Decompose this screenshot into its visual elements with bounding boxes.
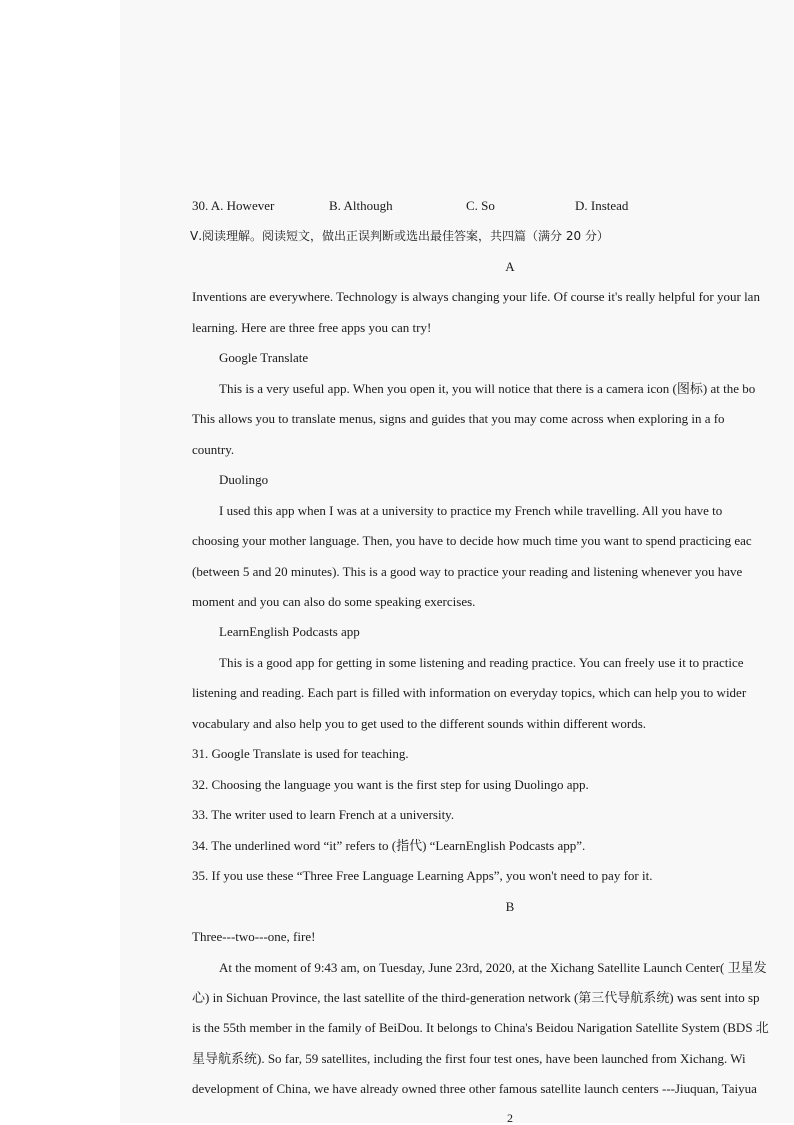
passage-a-line: This allows you to translate menus, signs and guides that you may come across when exploring in a fo — [192, 411, 725, 426]
statement-32: 32. Choosing the language you want is the first step for using Duolingo app. — [192, 777, 589, 792]
passage-a-line: This is a good app for getting in some listening and reading practice. You can freely use it to practice — [219, 655, 744, 670]
passage-a-label: A — [505, 259, 515, 274]
passage-a-line: learning. Here are three free apps you can try! — [192, 320, 432, 335]
q30-option-c: C. So — [466, 198, 495, 213]
passage-b-label: B — [505, 899, 515, 914]
scanned-page-area — [120, 0, 794, 1123]
q30-option-d: D. Instead — [575, 198, 629, 213]
passage-a-line: I used this app when I was at a university to practice my French while travelling. All you have to — [219, 503, 723, 518]
passage-b-line: 星导航系统). So far, 59 satellites, including the first four test ones, have been launched from Xichang. Wi — [192, 1051, 746, 1066]
passage-a-line: moment and you can also do some speaking exercises. — [192, 594, 476, 609]
passage-a-line: choosing your mother language. Then, you have to decide how much time you want to spend practicing eac — [192, 533, 752, 548]
statement-34: 34. The underlined word “it” refers to (指代) “LearnEnglish Podcasts app”. — [192, 838, 586, 853]
passage-a-line: Inventions are everywhere. Technology is always changing your life. Of course it's really helpful for your lan — [192, 289, 760, 304]
q30-option-b: B. Although — [329, 198, 393, 213]
passage-a-line: This is a very useful app. When you open it, you will notice that there is a camera icon (图标) at the bo — [219, 381, 756, 396]
statement-35: 35. If you use these “Three Free Language Learning Apps”, you won't need to pay for it. — [192, 868, 653, 883]
app-heading-google-translate: Google Translate — [219, 350, 309, 365]
statement-33: 33. The writer used to learn French at a university. — [192, 807, 455, 822]
passage-b-line: development of China, we have already owned three other famous satellite launch centers ---Jiuquan, Taiyua — [192, 1081, 757, 1096]
passage-a-line: (between 5 and 20 minutes). This is a good way to practice your reading and listening whenever you have — [192, 564, 743, 579]
passage-a-line: country. — [192, 442, 235, 457]
app-heading-learnenglish-podcasts: LearnEnglish Podcasts app — [219, 624, 360, 639]
passage-a-line: listening and reading. Each part is filled with information on everyday topics, which can help you to wider — [192, 685, 747, 700]
passage-b-line: 心) in Sichuan Province, the last satellite of the third-generation network (第三代导航系统) was sent into sp — [192, 990, 760, 1005]
passage-b-line: is the 55th member in the family of BeiDou. It belongs to China's Beidou Narigation Satellite System (BDS 北 — [192, 1020, 769, 1035]
q30-option-a: 30. A. However — [192, 198, 275, 213]
page-number: 2 — [507, 1111, 513, 1125]
passage-a-line: vocabulary and also help you to get used to the different sounds within different words. — [192, 716, 647, 731]
statement-31: 31. Google Translate is used for teaching. — [192, 746, 409, 761]
passage-b-line: Three---two---one, fire! — [192, 929, 316, 944]
app-heading-duolingo: Duolingo — [219, 472, 269, 487]
section-header: Ⅴ.阅读理解。阅读短文，做出正误判断或选出最佳答案，共四篇（满分 20 分） — [190, 229, 609, 243]
passage-b-line: At the moment of 9:43 am, on Tuesday, June 23rd, 2020, at the Xichang Satellite Launch Center( 卫星发 — [219, 960, 767, 975]
